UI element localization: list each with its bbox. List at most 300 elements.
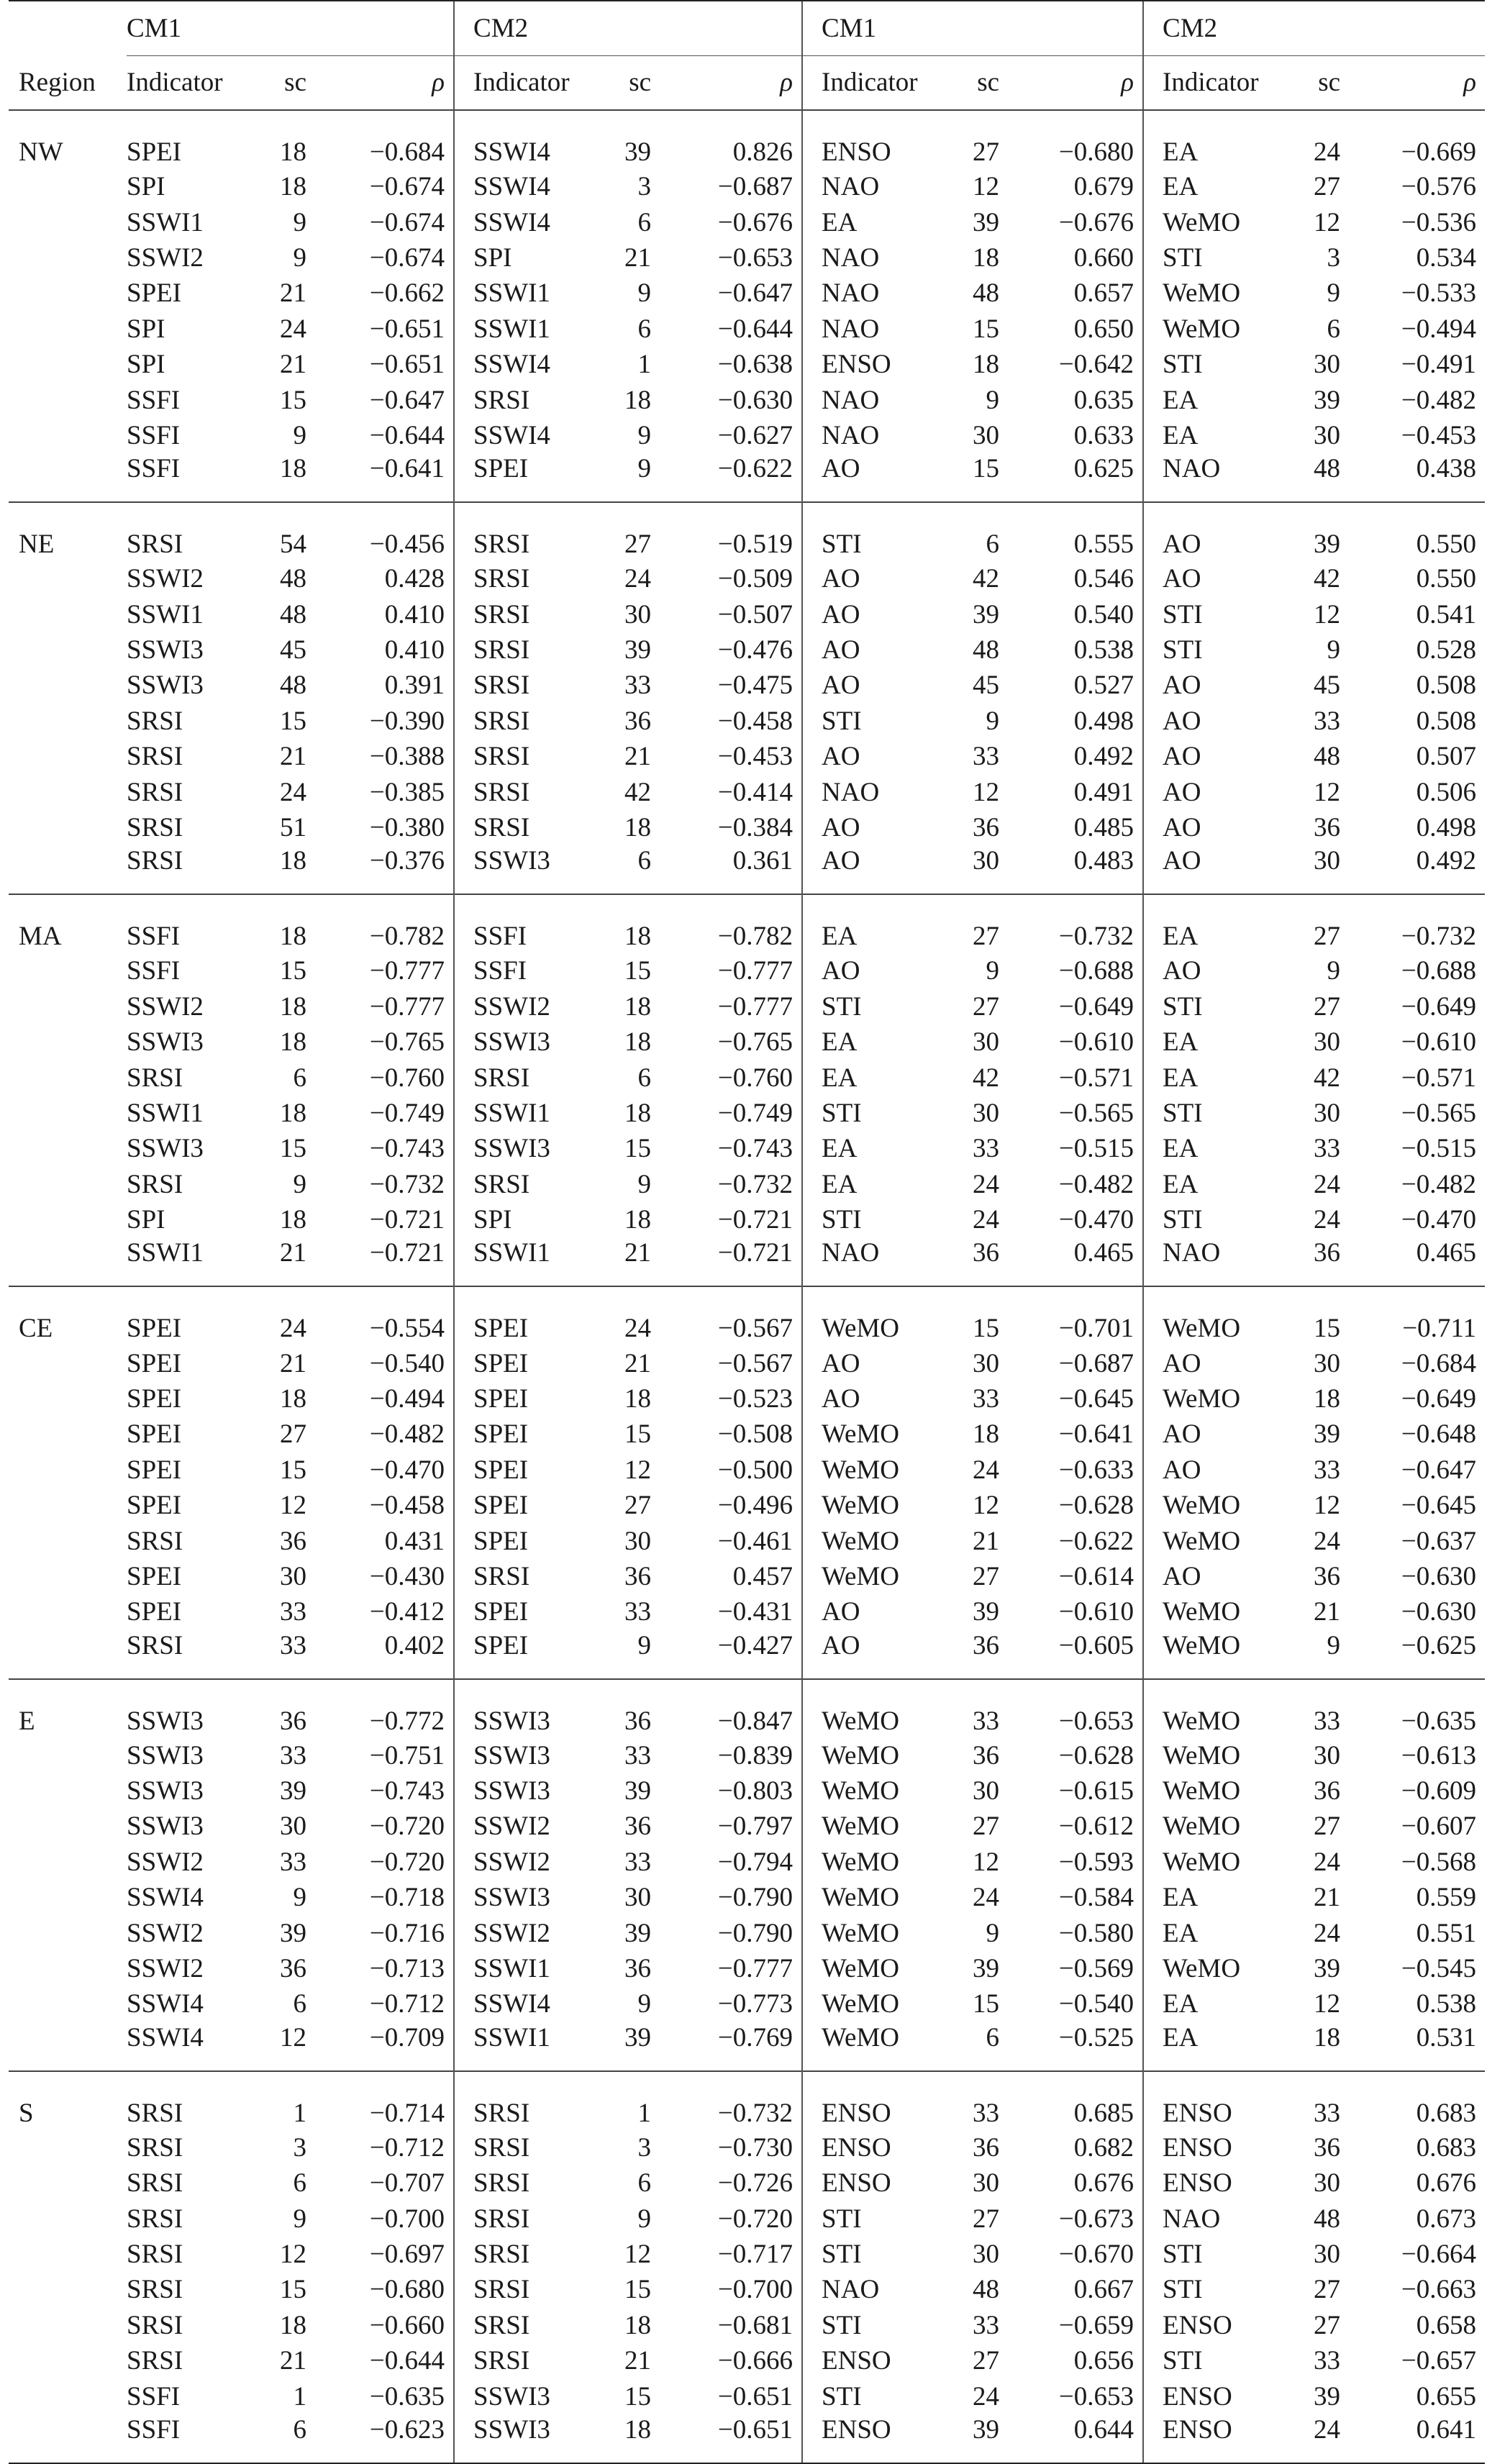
sc-cell: 9 (293, 1169, 306, 1199)
rho-cell: −0.456 (306, 502, 454, 561)
rho-cell: −0.571 (1401, 1063, 1477, 1093)
rho-cell: −0.649 (1401, 1383, 1477, 1414)
indicator-cell: EA (1143, 1880, 1297, 1915)
sc-cell: 45 (280, 635, 306, 665)
rho-cell: 0.457 (732, 1561, 793, 1591)
rho-cell: −0.760 (369, 1063, 445, 1093)
sc-cell: 24 (973, 1455, 1000, 1485)
sc-cell: 33 (1297, 2071, 1340, 2130)
rho-cell: −0.565 (1058, 1099, 1134, 1128)
indicator-cell: SSWI4 (454, 110, 608, 169)
rho-cell: −0.712 (369, 2132, 445, 2163)
indicator-cell: SSFI (127, 2381, 181, 2411)
sc-cell: 24 (1314, 1169, 1341, 1199)
rho-cell: −0.751 (369, 1740, 445, 1770)
indicator-cell: SRSI (127, 846, 183, 876)
region-cell (9, 347, 127, 382)
sc-cell: 18 (624, 813, 652, 843)
indicator-cell: SPEI (454, 1523, 608, 1558)
sc-cell: 33 (1314, 706, 1341, 736)
indicator-cell: SSWI3 (454, 1880, 608, 1915)
rho-cell: −0.700 (369, 2204, 445, 2234)
table-row (9, 1594, 1485, 1629)
sc-cell: 6 (293, 1989, 306, 2019)
sc-cell: 27 (973, 991, 1000, 1022)
sc-cell: 24 (1314, 1205, 1341, 1235)
indicator-cell: AO (1143, 668, 1297, 703)
rho-cell: 0.679 (1073, 172, 1134, 202)
region-header: Region (9, 55, 127, 110)
sc-cell: 6 (637, 314, 652, 344)
sc-cell: 9 (1327, 278, 1341, 309)
indicator-cell: SPI (127, 350, 165, 380)
sc-cell: 48 (280, 564, 306, 594)
indicator-cell: NAO (802, 774, 956, 809)
sc-cell: 1 (293, 2381, 306, 2411)
region-cell (9, 989, 127, 1024)
sc-cell: 12 (280, 1491, 306, 1521)
rho-cell: −0.525 (1058, 2022, 1134, 2052)
rho-cell: −0.630 (717, 385, 793, 415)
rho-cell: −0.711 (1340, 1286, 1485, 1345)
sc-cell: 18 (280, 1205, 306, 1235)
rho-cell: −0.674 (369, 242, 445, 273)
rho-cell: −0.651 (369, 350, 445, 380)
sc-cell: 3 (1327, 242, 1341, 273)
rho-cell: −0.653 (999, 1679, 1143, 1738)
region-cell (9, 1880, 127, 1915)
rho-cell: −0.630 (1401, 1597, 1477, 1627)
indicator-cell: SRSI (127, 2275, 183, 2305)
rho-cell: 0.491 (1073, 777, 1134, 807)
rho-cell: −0.765 (717, 1027, 793, 1058)
rho-cell: 0.673 (1416, 2204, 1477, 2234)
sc-cell: 9 (293, 242, 306, 273)
rho-cell: −0.660 (369, 2310, 445, 2340)
indicator-cell: AO (1143, 1453, 1297, 1488)
indicator-cell: SRSI (127, 502, 263, 561)
region-cell (9, 2272, 127, 2307)
sc-cell: 24 (973, 1169, 1000, 1199)
indicator-cell: NAO (802, 169, 956, 204)
indicator-cell: AO (1143, 704, 1297, 739)
indicator-cell: AO (802, 739, 956, 774)
sc-cell: 15 (624, 1134, 652, 1164)
indicator-cell: SRSI (454, 2071, 608, 2130)
region-cell (9, 382, 127, 417)
indicator-cell: SRSI (127, 813, 183, 843)
indicator-cell: AO (1143, 845, 1297, 894)
sc-cell: 6 (263, 2414, 306, 2463)
region-cell (9, 1523, 127, 1558)
region-label: CE (9, 1286, 127, 1345)
sc-cell: 39 (624, 2022, 652, 2052)
rho-cell: −0.720 (717, 2204, 793, 2234)
table-row (9, 953, 1485, 988)
region-cell (9, 1060, 127, 1095)
sc-cell: 33 (1297, 1679, 1340, 1738)
indicator-cell: NAO (802, 1237, 956, 1286)
indicator-cell: SSWI1 (454, 2022, 608, 2071)
indicator-cell: SSWI4 (454, 418, 608, 453)
rho-cell: 0.660 (1073, 242, 1134, 273)
sc-cell: 24 (1314, 137, 1341, 167)
indicator-cell: SPEI (127, 1419, 182, 1450)
region-cell (9, 1773, 127, 1809)
sc-cell: 15 (973, 314, 1000, 344)
table-row (9, 312, 1485, 347)
sc-cell: 21 (280, 742, 306, 772)
indicator-cell: AO (802, 1630, 956, 1679)
sc-cell: 30 (1314, 350, 1341, 380)
indicator-cell: SSFI (454, 953, 608, 988)
region-cell (9, 312, 127, 347)
indicator-cell: EA (802, 1024, 956, 1060)
table-row (9, 1096, 1485, 1131)
rho-cell: −0.565 (1401, 1099, 1477, 1128)
table-row (9, 1809, 1485, 1844)
sc-cell: 39 (973, 599, 1000, 629)
rho-cell: −0.628 (1058, 1491, 1134, 1521)
sc-cell: 39 (1297, 502, 1340, 561)
indicator-cell: STI (802, 2237, 956, 2272)
rho-cell: −0.427 (717, 1630, 793, 1660)
rho-cell: 0.546 (1073, 564, 1134, 594)
indicator-cell: WeMO (802, 1488, 956, 1523)
rho-cell: −0.716 (369, 1918, 445, 1948)
indicator-cell: AO (802, 597, 956, 632)
rho-cell: −0.536 (1401, 207, 1477, 237)
table-row (9, 739, 1485, 774)
rho-cell: −0.743 (369, 1134, 445, 1164)
indicator-cell: AO (802, 1381, 956, 1417)
indicator-cell: AO (802, 1345, 956, 1381)
rho-cell: 0.410 (384, 635, 445, 665)
rho-cell: −0.509 (717, 564, 793, 594)
rho-cell: −0.712 (369, 1989, 445, 2019)
indicator-cell: EA (1143, 1131, 1297, 1166)
rho-cell: −0.519 (651, 502, 802, 561)
table-row (9, 502, 1485, 561)
sc-cell: 6 (986, 2022, 1000, 2052)
sc-cell: 6 (637, 846, 652, 876)
rho-cell: −0.647 (1401, 1455, 1477, 1485)
rho-cell: −0.622 (1058, 1526, 1134, 1556)
indicator-cell: EA (1143, 1915, 1297, 1950)
sc-cell: 27 (1314, 1811, 1341, 1842)
indicator-cell: SSWI2 (127, 1847, 204, 1877)
table-row (9, 110, 1485, 169)
sc-cell: 9 (1327, 956, 1341, 986)
sc-cell: 24 (263, 1286, 306, 1345)
indicator-cell: SPEI (454, 1630, 608, 1679)
sc-header: sc (263, 55, 306, 110)
indicator-cell: WeMO (1143, 1594, 1297, 1629)
indicator-cell: WeMO (1143, 312, 1297, 347)
region-cell (9, 169, 127, 204)
indicator-header: Indicator (1143, 55, 1297, 110)
rho-cell: −0.674 (369, 172, 445, 202)
sc-cell: 33 (973, 742, 1000, 772)
rho-cell: −0.673 (1058, 2204, 1134, 2234)
rho-cell: −0.743 (717, 1134, 793, 1164)
rho-cell: −0.662 (369, 278, 445, 309)
region-cell (9, 1986, 127, 2022)
rho-cell: 0.507 (1416, 742, 1477, 772)
sc-cell: 33 (280, 1630, 306, 1660)
rho-cell: −0.458 (717, 706, 793, 736)
indicator-cell: SPI (454, 1202, 608, 1237)
sc-cell: 27 (1297, 894, 1340, 953)
rho-cell: −0.610 (1058, 1027, 1134, 1058)
indicator-cell: SSWI3 (454, 845, 608, 894)
indicator-cell: SRSI (454, 2165, 608, 2201)
sc-cell: 12 (973, 1491, 1000, 1521)
table-row (9, 1986, 1485, 2022)
indicator-cell: EA (1143, 2022, 1297, 2071)
indicator-cell: EA (802, 204, 956, 240)
sc-cell: 30 (973, 1348, 1000, 1378)
region-cell (9, 240, 127, 276)
table-row (9, 2343, 1485, 2378)
indicator-cell: SRSI (454, 1060, 608, 1095)
sc-cell: 9 (637, 454, 652, 484)
rho-cell: 0.492 (1073, 742, 1134, 772)
rho-cell: −0.388 (369, 742, 445, 772)
sc-cell: 18 (608, 2414, 651, 2463)
rho-cell: −0.470 (369, 1455, 445, 1485)
sc-cell: 3 (293, 2132, 306, 2163)
rho-cell: −0.622 (717, 454, 793, 484)
indicator-cell: WeMO (1143, 1381, 1297, 1417)
rho-cell: 0.635 (1073, 385, 1134, 415)
rho-header: ρ (306, 55, 454, 110)
region-cell (9, 953, 127, 988)
indicator-cell: WeMO (802, 1523, 956, 1558)
indicator-cell: SSWI1 (127, 599, 204, 629)
sc-cell: 30 (973, 846, 1000, 876)
sc-cell: 18 (280, 991, 306, 1022)
sc-cell: 30 (624, 599, 652, 629)
rho-cell: 0.683 (1416, 2132, 1477, 2163)
indicator-cell: SPEI (127, 137, 182, 167)
indicator-cell: AO (802, 453, 956, 502)
sc-cell: 12 (1314, 599, 1341, 629)
indicator-cell: SRSI (454, 2130, 608, 2165)
sc-cell: 24 (608, 1286, 651, 1345)
indicator-cell: SSWI4 (454, 204, 608, 240)
indicator-cell: SSWI3 (127, 1134, 204, 1164)
sc-cell: 18 (624, 1205, 652, 1235)
indicator-cell: STI (802, 2378, 956, 2414)
table-row (9, 2201, 1485, 2236)
rho-cell: −0.782 (651, 894, 802, 953)
region-cell (9, 1167, 127, 1202)
sc-cell: 27 (973, 1561, 1000, 1591)
rho-cell: −0.732 (999, 894, 1143, 953)
table-row (9, 704, 1485, 739)
sc-cell: 21 (1314, 1597, 1341, 1627)
rho-cell: −0.545 (1401, 1954, 1477, 1984)
region-cell (9, 1951, 127, 1986)
sc-cell: 21 (1314, 1883, 1341, 1913)
rho-cell: −0.681 (717, 2310, 793, 2340)
sc-cell: 48 (1314, 2204, 1341, 2234)
rho-cell: −0.707 (369, 2168, 445, 2199)
sc-cell: 39 (624, 1918, 652, 1948)
indicator-cell: EA (1143, 1167, 1297, 1202)
region-cell (9, 1453, 127, 1488)
sc-cell: 30 (624, 1526, 652, 1556)
sc-cell: 12 (1314, 777, 1341, 807)
rho-cell: −0.641 (369, 454, 445, 484)
sc-cell: 1 (637, 350, 652, 380)
sc-cell: 24 (280, 777, 306, 807)
indicator-cell: EA (1143, 894, 1297, 953)
rho-header: ρ (1340, 55, 1485, 110)
rho-cell: 0.465 (1416, 1238, 1477, 1268)
rho-cell: 0.540 (1073, 599, 1134, 629)
rho-cell: −0.777 (717, 956, 793, 986)
indicator-cell: AO (1143, 953, 1297, 988)
region-cell (9, 1345, 127, 1381)
sc-cell: 21 (280, 1238, 306, 1268)
rho-cell: −0.647 (717, 278, 793, 309)
sc-cell: 45 (1314, 670, 1341, 701)
sc-cell: 54 (263, 502, 306, 561)
sc-cell: 21 (624, 1348, 652, 1378)
sc-cell: 18 (280, 1099, 306, 1128)
rho-cell: −0.380 (369, 813, 445, 843)
indicator-cell: SRSI (454, 2201, 608, 2236)
indicator-cell: SPEI (127, 1491, 182, 1521)
sc-cell: 15 (956, 1286, 999, 1345)
indicator-header: Indicator (127, 55, 263, 110)
sc-cell: 21 (280, 2346, 306, 2376)
indicator-cell: STI (1143, 597, 1297, 632)
region-cell (9, 561, 127, 596)
sc-cell: 18 (624, 1027, 652, 1058)
region-label: NW (19, 137, 63, 167)
indicator-cell: AO (802, 561, 956, 596)
sc-cell: 24 (973, 1883, 1000, 1913)
sc-cell: 18 (280, 1027, 306, 1058)
sc-cell: 12 (1314, 1491, 1341, 1521)
region-cell (9, 597, 127, 632)
rho-cell: −0.507 (717, 599, 793, 629)
sc-cell: 30 (1314, 2168, 1341, 2199)
rho-cell: −0.790 (717, 1918, 793, 1948)
sc-cell: 36 (280, 1526, 306, 1556)
rho-cell: −0.475 (717, 670, 793, 701)
rho-cell: 0.541 (1416, 599, 1477, 629)
rho-cell: −0.669 (1401, 137, 1477, 167)
rho-cell: −0.676 (1058, 207, 1134, 237)
rho-cell: 0.551 (1416, 1918, 1477, 1948)
sc-cell: 42 (1314, 564, 1341, 594)
sc-cell: 33 (280, 1597, 306, 1627)
indicator-cell: WeMO (802, 1915, 956, 1950)
sc-cell: 36 (624, 1954, 652, 1984)
rho-cell: −0.732 (369, 1169, 445, 1199)
sc-cell: 33 (956, 1679, 999, 1738)
rho-cell: 0.658 (1416, 2310, 1477, 2340)
indicator-cell: SSWI3 (454, 1679, 608, 1738)
indicator-cell: SRSI (454, 2237, 608, 2272)
indicator-cell: STI (802, 1096, 956, 1131)
rho-cell: −0.680 (369, 2275, 445, 2305)
indicator-cell: SRSI (127, 1630, 183, 1660)
sc-cell: 39 (1314, 1954, 1341, 1984)
indicator-cell: SSWI4 (454, 169, 608, 204)
indicator-cell: SSFI (127, 385, 181, 415)
indicator-cell: SSWI2 (127, 991, 204, 1022)
sc-header: sc (956, 55, 999, 110)
rho-cell: −0.659 (1058, 2310, 1134, 2340)
indicator-cell: STI (802, 1202, 956, 1237)
indicator-cell: STI (802, 989, 956, 1024)
indicator-cell: WeMO (802, 1951, 956, 1986)
rho-cell: −0.635 (1340, 1679, 1485, 1738)
rho-cell: −0.625 (1401, 1630, 1477, 1660)
rho-cell: −0.638 (717, 350, 793, 380)
indicator-cell: ENSO (802, 2414, 956, 2463)
region-cell (9, 1630, 127, 1679)
table-row (9, 1131, 1485, 1166)
sc-cell: 30 (624, 1883, 652, 1913)
sc-cell: 12 (973, 777, 1000, 807)
indicator-cell: ENSO (802, 2071, 956, 2130)
sc-cell: 15 (624, 2381, 652, 2411)
indicator-cell: STI (802, 502, 956, 561)
indicator-cell: AO (1143, 739, 1297, 774)
sc-cell: 18 (624, 991, 652, 1022)
region-cell (9, 1024, 127, 1060)
rho-cell: −0.476 (717, 635, 793, 665)
sc-cell: 36 (973, 1740, 1000, 1770)
indicator-cell: WeMO (802, 1453, 956, 1488)
sc-cell: 30 (280, 1561, 306, 1591)
indicator-cell: SPEI (127, 278, 182, 309)
rho-cell: −0.567 (651, 1286, 802, 1345)
indicator-cell: STI (1143, 989, 1297, 1024)
rho-cell: −0.645 (1401, 1491, 1477, 1521)
sc-cell: 15 (624, 2275, 652, 2305)
indicator-cell: STI (802, 2308, 956, 2343)
sc-cell: 9 (637, 1630, 652, 1660)
rho-cell: 0.531 (1416, 2022, 1477, 2052)
sc-cell: 33 (973, 1383, 1000, 1414)
rho-cell: −0.540 (1058, 1989, 1134, 2019)
sc-cell: 6 (1327, 314, 1341, 344)
sc-cell: 30 (973, 1776, 1000, 1806)
sc-cell: 21 (624, 2346, 652, 2376)
rho-cell: 0.527 (1073, 670, 1134, 701)
rho-cell: −0.721 (369, 1205, 445, 1235)
sc-cell: 9 (637, 1169, 652, 1199)
indicator-cell: WeMO (802, 1880, 956, 1915)
indicator-cell: SSWI2 (454, 1915, 608, 1950)
indicator-cell: SSWI3 (454, 1024, 608, 1060)
indicator-cell: STI (1143, 2272, 1297, 2307)
table-row (9, 1202, 1485, 1237)
indicator-cell: SSWI4 (127, 1989, 204, 2019)
sc-cell: 27 (1314, 2310, 1341, 2340)
table-row (9, 276, 1485, 311)
table-row (9, 1951, 1485, 1986)
region-cell (9, 1381, 127, 1417)
indicator-cell: EA (1143, 169, 1297, 204)
